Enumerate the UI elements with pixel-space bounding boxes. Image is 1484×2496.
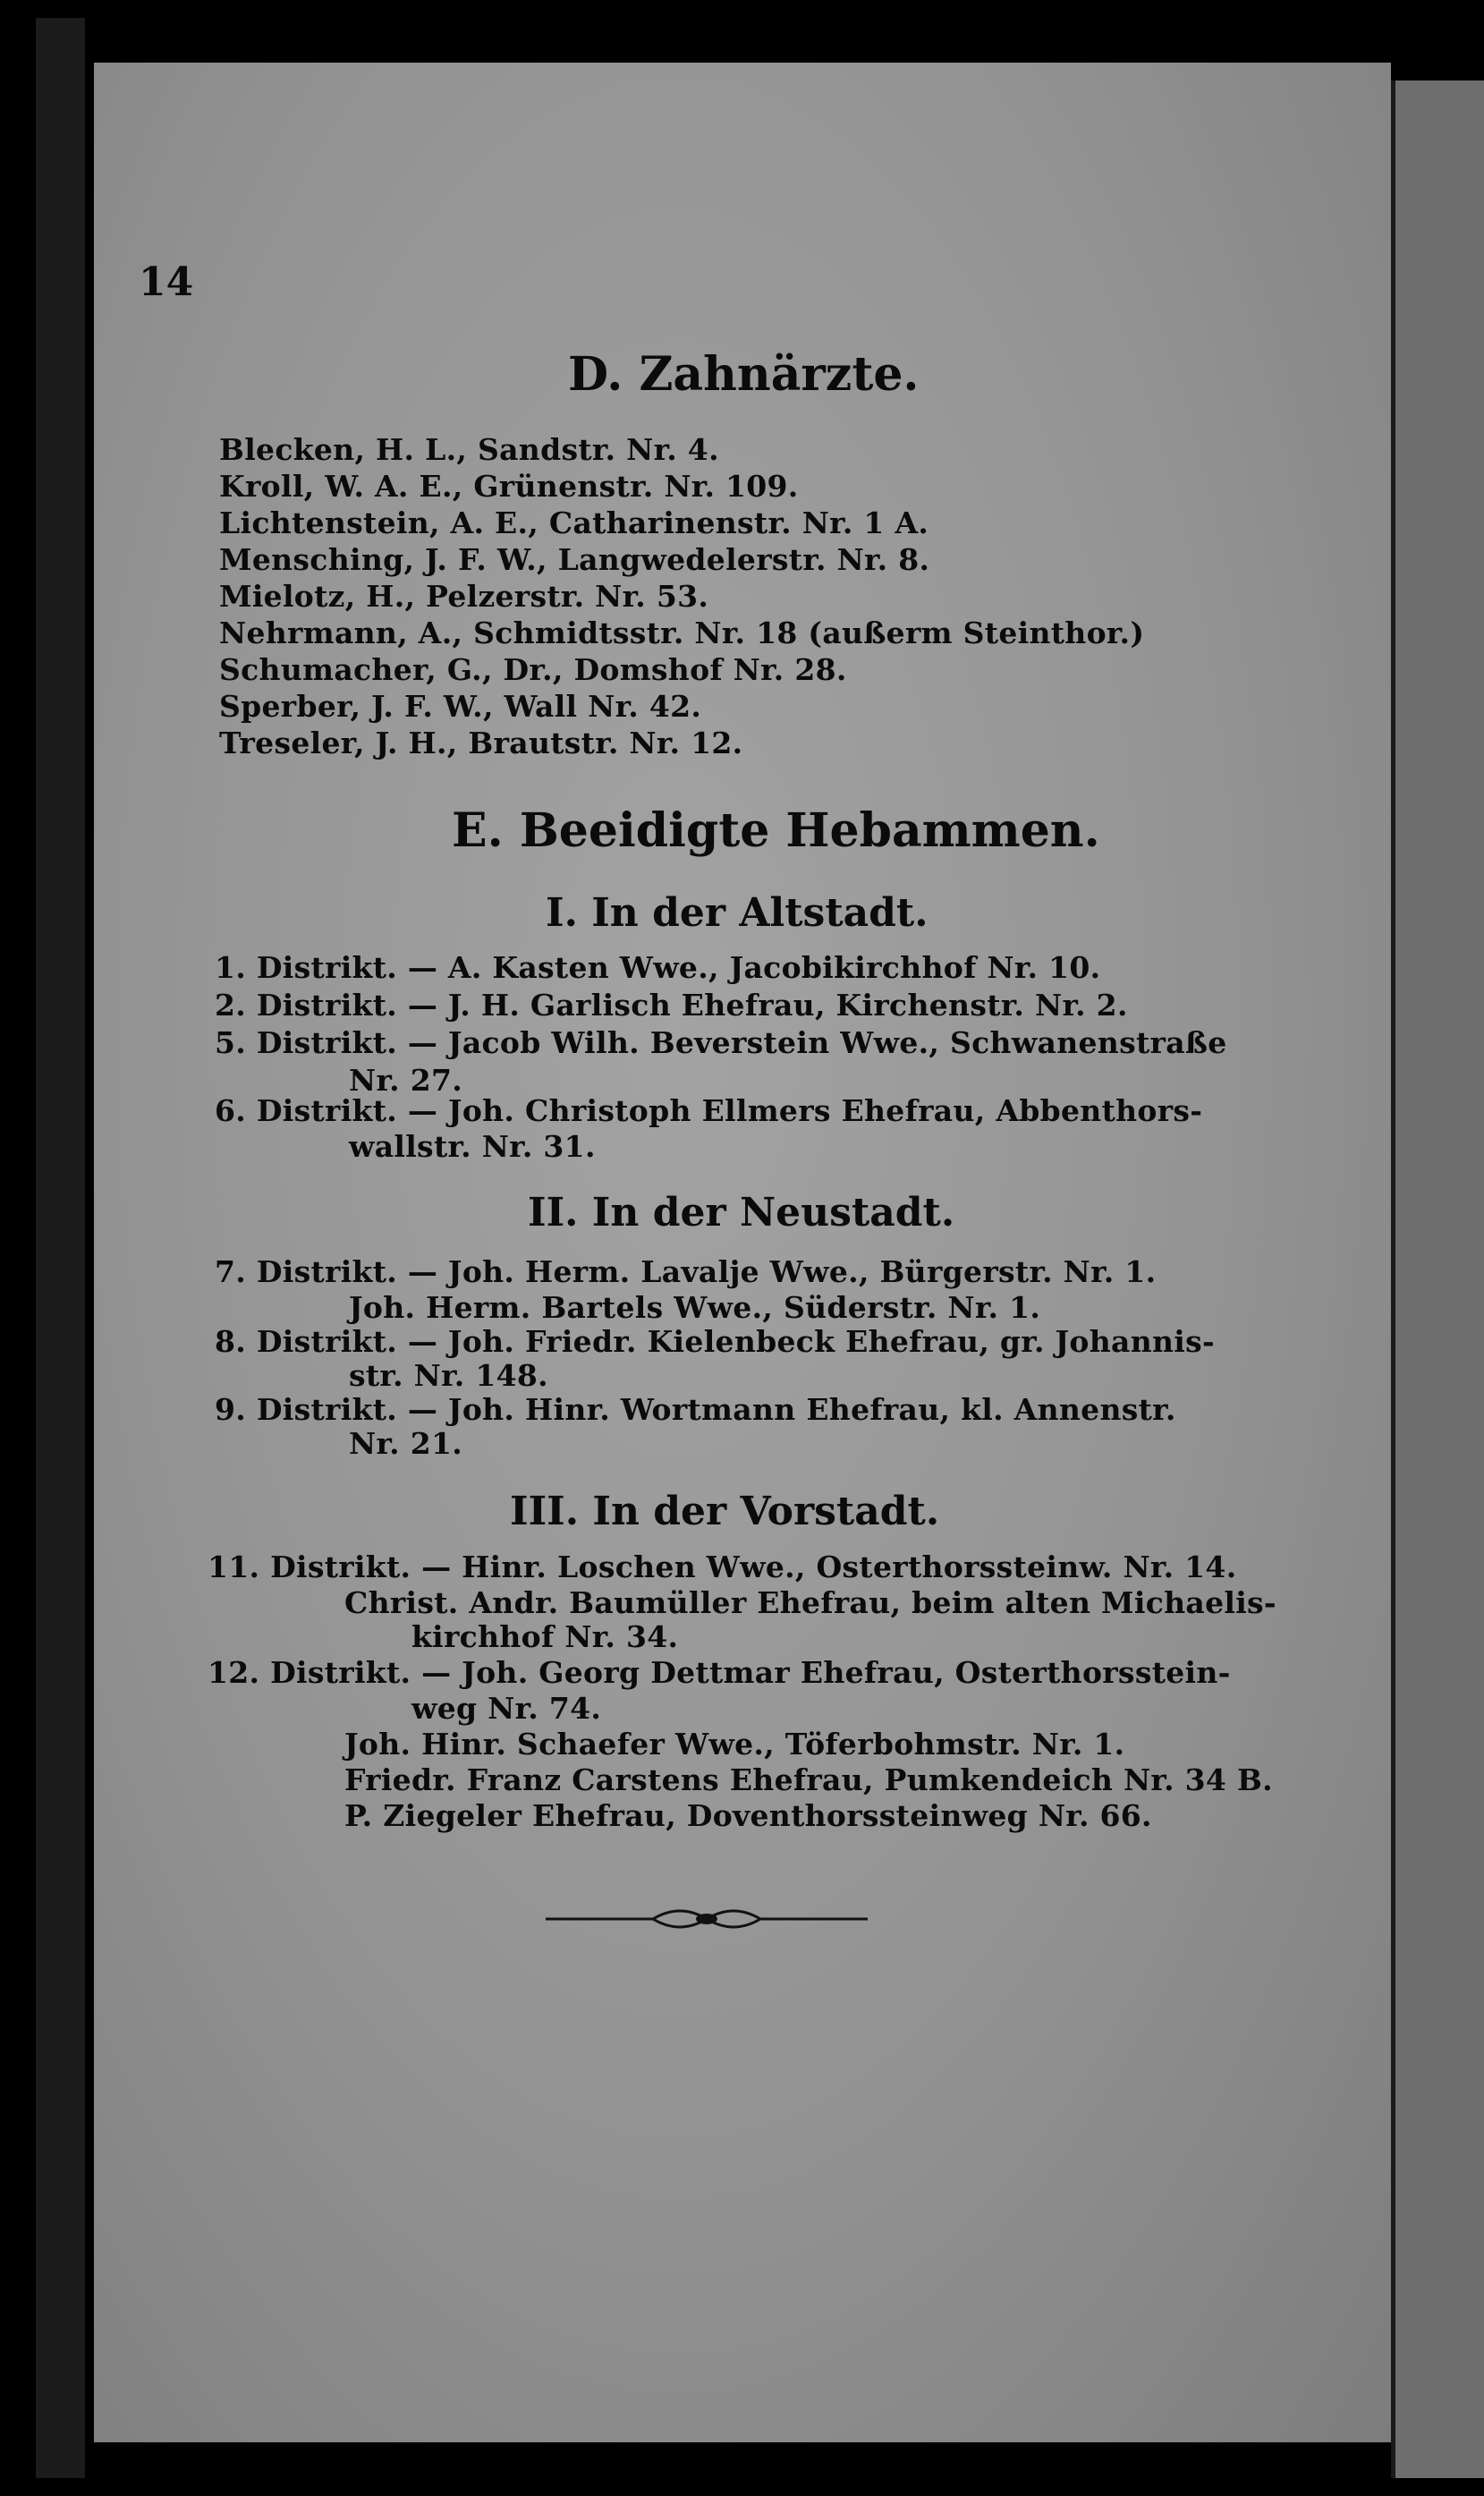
neustadt-title: II. In der Neustadt. <box>528 1190 955 1235</box>
midwife-line: 7. Distrikt. — Joh. Herm. Lavalje Wwe., Bürgerstr. Nr. 1. <box>215 1254 1157 1289</box>
midwife-line: str. Nr. 148. <box>349 1358 548 1393</box>
midwife-line: 1. Distrikt. — A. Kasten Wwe., Jacobikirchhof Nr. 10. <box>215 950 1101 985</box>
midwife-line: Nr. 27. <box>349 1063 463 1098</box>
midwife-line: 5. Distrikt. — Jacob Wilh. Beverstein Wwe., Schwanenstraße <box>215 1025 1227 1060</box>
dentist-entry: Blecken, H. L., Sandstr. Nr. 4. <box>219 432 719 467</box>
dentist-entry: Mensching, J. F. W., Langwedelerstr. Nr. 8. <box>219 542 930 577</box>
midwife-line: Joh. Hinr. Schaefer Wwe., Töferbohmstr. Nr. 1. <box>344 1727 1125 1762</box>
dentist-entry: Schumacher, G., Dr., Domshof Nr. 28. <box>219 652 847 687</box>
ornament-divider <box>546 1906 868 1932</box>
dentist-entry: Nehrmann, A., Schmidtsstr. Nr. 18 (außerm Steinthor.) <box>219 616 1145 650</box>
section-e-title: E. Beeidigte Hebammen. <box>452 803 1100 858</box>
dentist-entry: Mielotz, H., Pelzerstr. Nr. 53. <box>219 579 709 614</box>
midwife-line: Nr. 21. <box>349 1426 463 1461</box>
section-d-title: D. Zahnärzte. <box>568 347 920 402</box>
midwife-line: kirchhof Nr. 34. <box>411 1619 679 1654</box>
midwife-line: weg Nr. 74. <box>411 1691 602 1726</box>
midwife-line: wallstr. Nr. 31. <box>349 1129 596 1164</box>
dentist-entry: Lichtenstein, A. E., Catharinenstr. Nr. 1 A. <box>219 505 929 540</box>
dentist-entry: Sperber, J. F. W., Wall Nr. 42. <box>219 689 702 724</box>
dentist-entry: Kroll, W. A. E., Grünenstr. Nr. 109. <box>219 469 799 504</box>
midwife-line: 6. Distrikt. — Joh. Christoph Ellmers Ehefrau, Abbenthors- <box>215 1093 1203 1128</box>
next-page-edge <box>1391 81 1484 2478</box>
midwife-line: 8. Distrikt. — Joh. Friedr. Kielenbeck Ehefrau, gr. Johannis- <box>215 1324 1216 1359</box>
left-binding-edge <box>36 18 85 2478</box>
midwife-line: Friedr. Franz Carstens Ehefrau, Pumkendeich Nr. 34 B. <box>344 1762 1273 1797</box>
midwife-line: Joh. Herm. Bartels Wwe., Süderstr. Nr. 1. <box>349 1290 1041 1325</box>
dentist-entry: Treseler, J. H., Brautstr. Nr. 12. <box>219 726 743 760</box>
midwife-line: 12. Distrikt. — Joh. Georg Dettmar Ehefrau, Osterthorsstein- <box>208 1655 1231 1690</box>
vorstadt-title: III. In der Vorstadt. <box>510 1489 940 1534</box>
altstadt-title: I. In der Altstadt. <box>546 890 929 936</box>
midwife-line: P. Ziegeler Ehefrau, Doventhorssteinweg Nr. 66. <box>344 1798 1152 1833</box>
book-page <box>94 63 1391 2442</box>
midwife-line: 9. Distrikt. — Joh. Hinr. Wortmann Ehefrau, kl. Annenstr. <box>215 1392 1176 1427</box>
midwife-line: 11. Distrikt. — Hinr. Loschen Wwe., Osterthorssteinw. Nr. 14. <box>208 1549 1237 1584</box>
midwife-line: 2. Distrikt. — J. H. Garlisch Ehefrau, Kirchenstr. Nr. 2. <box>215 988 1128 1023</box>
midwife-line: Christ. Andr. Baumüller Ehefrau, beim alten Michaelis- <box>344 1585 1276 1620</box>
page-number: 14 <box>139 259 194 305</box>
